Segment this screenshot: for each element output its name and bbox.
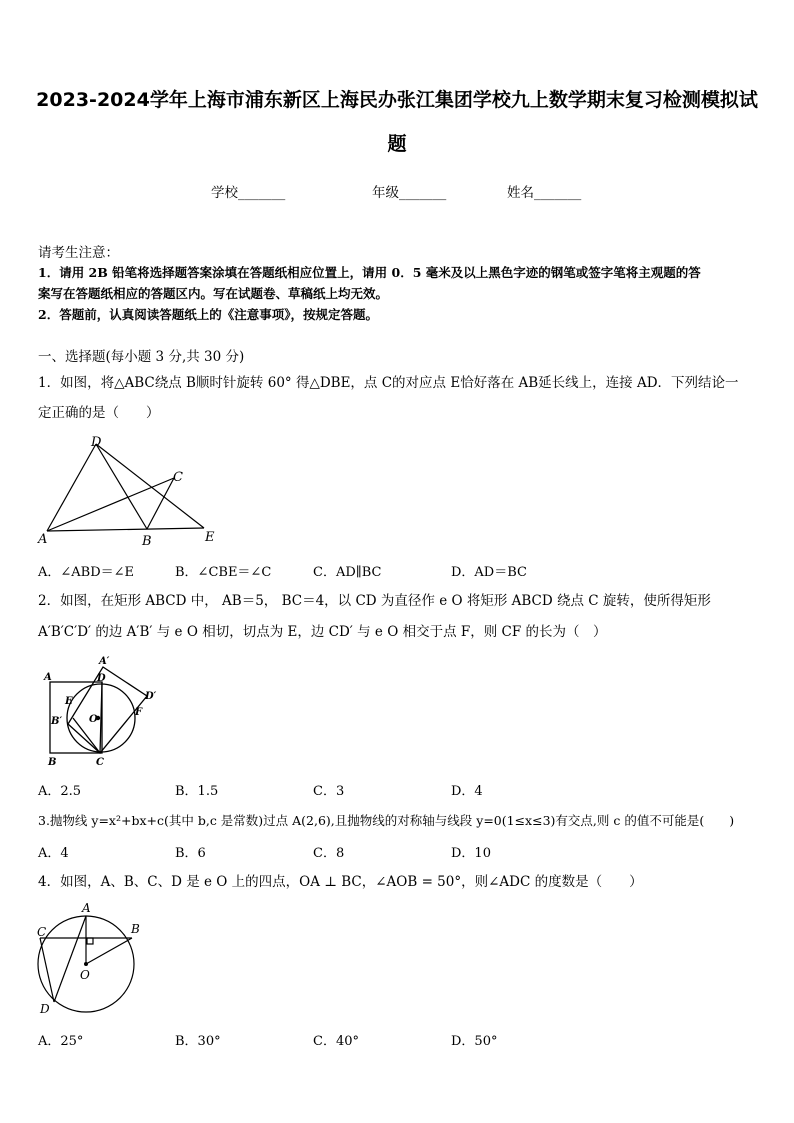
school-field: 学校_______	[211, 185, 286, 201]
q2-label-b1: B′	[51, 716, 63, 727]
section-heading: 一、选择题(每小题 3 分,共 30 分)	[38, 349, 245, 365]
q1-label-a: A	[38, 532, 48, 547]
name-field: 姓名_______	[507, 185, 582, 201]
q3-line: 3.抛物线 y=x²+bx+c(其中 b,c 是常数)过点 A(2,6),且抛物线的对称轴与线段 y=0(1≤x≤3)有交点,则 c 的值不可能是( )	[38, 813, 735, 828]
q2-label-o: O	[89, 714, 98, 725]
q2-label-d1: D′	[145, 691, 157, 702]
q4-option-b[interactable]: B．30°	[175, 1034, 221, 1049]
q2-option-a[interactable]: A．2.5	[38, 784, 82, 799]
q3-option-a[interactable]: A．4	[38, 846, 69, 861]
q2-label-f: F	[135, 707, 143, 718]
q2-label-a1: A′	[99, 656, 110, 667]
q4-option-d[interactable]: D．50°	[451, 1034, 498, 1049]
q4-line: 4．如图，A、B、C、D 是 e O 上的四点，OA ⊥ BC，∠AOB = 50°，则∠ADC 的度数是（ ）	[38, 874, 643, 890]
q1-label-e: E	[205, 530, 215, 545]
exam-title	[20, 78, 774, 166]
q4-label-o: O	[80, 968, 90, 982]
q2-option-c[interactable]: C．3	[313, 784, 345, 799]
title-line-2: 题	[387, 133, 407, 155]
q1-label-d: D	[91, 435, 102, 450]
q2-line-2: A′B′C′D′ 的边 A′B′ 与 e O 相切，切点为 E，边 CD′ 与 e O 相交于点 F，则 CF 的长为（ ）	[38, 624, 607, 640]
q4-label-d: D	[40, 1002, 50, 1016]
q3-option-c[interactable]: C．8	[313, 846, 345, 861]
q4-label-a: A	[82, 901, 91, 915]
q2-label-a: A	[44, 672, 52, 683]
q2-option-d[interactable]: D．4	[451, 784, 483, 799]
notice-heading: 请考生注意：	[38, 245, 119, 261]
q4-figure	[34, 898, 149, 1020]
q2-figure	[38, 652, 163, 772]
q4-label-c: C	[37, 925, 47, 939]
q1-option-c[interactable]: C．AD∥BC	[313, 565, 382, 580]
q1-label-b: B	[142, 534, 152, 549]
q4-option-a[interactable]: A．25°	[38, 1034, 84, 1049]
q3-option-d[interactable]: D．10	[451, 846, 491, 861]
q1-option-a[interactable]: A．∠ABD＝∠E	[38, 565, 135, 580]
q2-line-1: 2．如图，在矩形 ABCD 中， AB＝5， BC＝4，以 CD 为直径作 e O 将矩形 ABCD 绕点 C 旋转，使所得矩形	[38, 593, 711, 609]
q1-label-c: C	[173, 470, 183, 485]
notice-2: 2．答题前，认真阅读答题纸上的《注意事项》，按规定答题。	[38, 307, 378, 322]
notice-1a: 1．请用 2B 铅笔将选择题答案涂填在答题纸相应位置上，请用 0．5 毫米及以上黑色字迹的钢笔或签字笔将主观题的答	[38, 265, 701, 280]
q1-option-b[interactable]: B．∠CBE＝∠C	[175, 565, 272, 580]
grade-field: 年级_______	[372, 185, 447, 201]
q3-option-b[interactable]: B．6	[175, 846, 206, 861]
q1-line-2: 定正确的是（ ）	[38, 405, 160, 421]
q2-label-b: B	[48, 757, 57, 768]
q2-label-e: E	[65, 696, 73, 707]
q2-label-c: C	[96, 757, 104, 768]
q4-option-c[interactable]: C．40°	[313, 1034, 359, 1049]
q2-label-d: D	[97, 673, 106, 684]
q1-figure	[36, 432, 221, 550]
notice-1b: 案写在答题纸相应的答题区内。写在试题卷、草稿纸上均无效。	[38, 286, 389, 301]
q1-option-d[interactable]: D．AD＝BC	[451, 565, 527, 580]
q1-line-1: 1．如图，将△ABC绕点 B顺时针旋转 60° 得△DBE，点 C的对应点 E恰好落在 AB延长线上，连接 AD．下列结论一	[38, 375, 739, 391]
title-line-1: 2023-2024学年上海市浦东新区上海民办张江集团学校九上数学期末复习检测模拟试	[36, 89, 758, 111]
q2-option-b[interactable]: B．1.5	[175, 784, 219, 799]
q4-label-b: B	[131, 922, 140, 936]
